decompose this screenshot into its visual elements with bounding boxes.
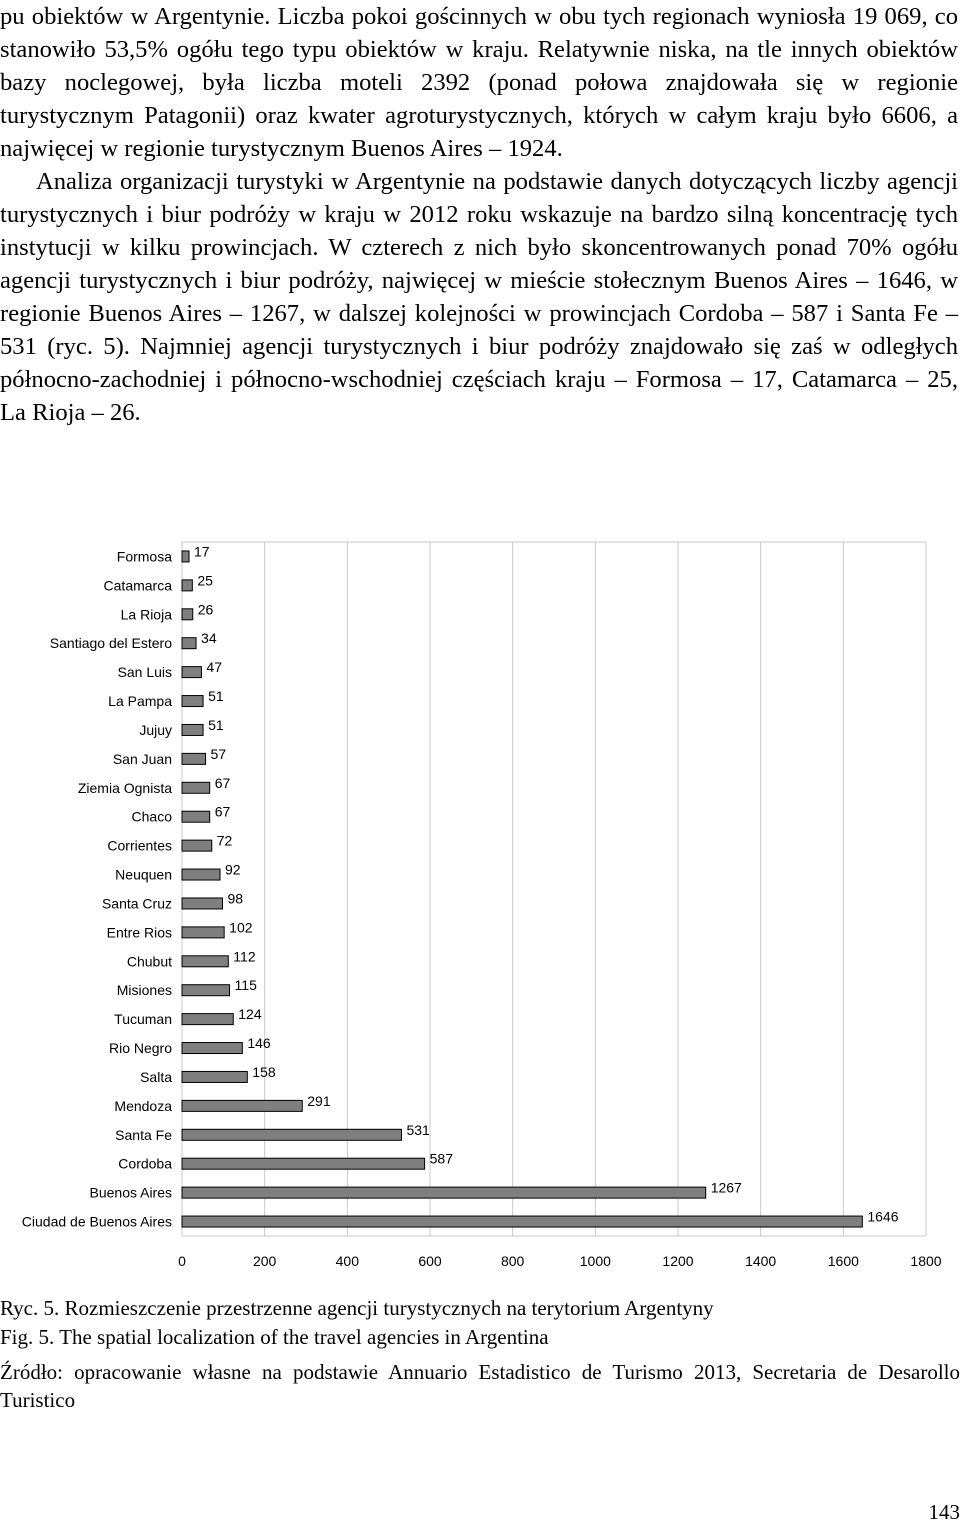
data-label-11: 92 (225, 861, 241, 878)
bar-12 (182, 898, 223, 909)
bar-chart-svg (0, 530, 960, 1290)
data-label-17: 146 (247, 1035, 271, 1052)
figure-caption-en: Fig. 5. The spatial localization of the travel agencies in Argentina (0, 1325, 549, 1349)
bar-16 (182, 1014, 233, 1025)
category-label-1: Catamarca (103, 577, 172, 594)
category-label-7: San Juan (112, 750, 172, 767)
data-label-18: 158 (252, 1063, 276, 1080)
category-label-3: Santiago del Estero (49, 635, 172, 652)
category-label-17: Rio Negro (108, 1040, 172, 1057)
bar-0 (182, 551, 189, 562)
category-label-14: Chubut (126, 953, 172, 970)
bar-2 (182, 609, 193, 620)
bar-5 (182, 696, 203, 707)
bar-11 (182, 869, 220, 880)
category-label-19: Mendoza (114, 1097, 172, 1114)
data-label-16: 124 (238, 1006, 262, 1023)
data-label-8: 67 (214, 774, 231, 791)
category-label-11: Neuquen (115, 866, 172, 883)
data-label-12: 98 (227, 890, 244, 907)
bar-21 (182, 1158, 425, 1169)
data-label-13: 102 (229, 919, 253, 936)
category-label-18: Salta (140, 1068, 172, 1085)
category-label-22: Buenos Aires (89, 1184, 172, 1201)
bar-4 (182, 667, 201, 678)
bar-17 (182, 1043, 242, 1054)
bar-18 (182, 1071, 247, 1082)
x-tick-label-0: 0 (178, 1253, 186, 1269)
category-label-12: Santa Cruz (101, 895, 172, 912)
bar-13 (182, 927, 224, 938)
figure-source: Źródło: opracowanie własne na podstawie Annuario Estadistico de Turismo 2013, Secretaria de Desarollo Turistico (0, 1360, 960, 1412)
data-label-6: 51 (208, 716, 224, 733)
category-label-23: Ciudad de Buenos Aires (21, 1213, 172, 1230)
paragraph-1: pu obiektów w Argentynie. Liczba pokoi gościnnych w obu tych regionach wyniosła 19 069, co stanowiło 53,5% ogółu tego typu obiektów w kraju. Relatywnie niska, na tle innych obiektów bazy noclegowej, była liczba moteli 2392 (ponad połowa znajdowała się w regionie turystycznym Patagonii) oraz kwater agroturystycznych, których w całym kraju było 6606, a najwięcej w regionie turystycznym Buenos Aires – 1924. (0, 3, 958, 162)
x-tick-label-7: 1400 (745, 1253, 777, 1269)
category-label-8: Ziemia Ognista (77, 779, 172, 796)
bar-chart (0, 530, 960, 1290)
bar-23 (182, 1216, 862, 1227)
x-tick-label-4: 800 (500, 1253, 525, 1269)
bar-10 (182, 840, 212, 851)
x-tick-label-8: 1600 (827, 1253, 859, 1269)
bar-7 (182, 753, 206, 764)
x-tick-label-3: 600 (418, 1253, 442, 1269)
x-tick-label-5: 1000 (579, 1253, 611, 1269)
page-number: 143 (928, 1500, 960, 1524)
data-label-3: 34 (201, 630, 217, 647)
bar-3 (182, 638, 196, 649)
category-label-20: Santa Fe (115, 1126, 172, 1143)
data-label-19: 291 (307, 1092, 331, 1109)
body-text (0, 0, 958, 429)
data-label-23: 1646 (867, 1208, 899, 1225)
data-label-15: 115 (234, 977, 257, 994)
bar-20 (182, 1129, 401, 1140)
category-label-6: Jujuy (139, 721, 172, 738)
data-label-14: 112 (233, 948, 256, 965)
x-tick-label-2: 400 (335, 1253, 360, 1269)
category-label-16: Tucuman (114, 1011, 172, 1028)
paragraph-2: Analiza organizacji turystyki w Argentynie na podstawie danych dotyczących liczby agencji turystycznych i biur podróży w kraju w 2012 roku wskazuje na bardzo silną koncentrację tych instytucji w kilku prowincjach. W czterech z nich było skoncentrowanych ponad 70% ogółu agencji turystycznych i biur podróży, najwięcej w mieście stołecznym Buenos Aires – 1646, w regionie Buenos Aires – 1267, w dalszej kolejności w prowincjach Cordoba – 587 i Santa Fe – 531 (ryc. 5). Najmniej agencji turystycznych i biur podróży znajdowało się zaś w odległych północno-zachodniej i północno-wschodniej częściach kraju – Formosa – 17, Catamarca – 25, La Rioja – 26. (0, 168, 958, 426)
bar-15 (182, 985, 230, 996)
category-label-15: Misiones (116, 982, 172, 999)
data-label-1: 25 (197, 572, 213, 589)
figure-caption-pl: Ryc. 5. Rozmieszczenie przestrzenne agencji turystycznych na terytorium Argentyny (0, 1296, 714, 1320)
data-label-5: 51 (208, 688, 224, 705)
bar-14 (182, 956, 228, 967)
data-label-7: 57 (210, 745, 227, 762)
data-label-4: 47 (206, 659, 223, 676)
data-label-21: 587 (429, 1150, 453, 1167)
data-label-20: 531 (406, 1121, 430, 1138)
x-tick-label-9: 1800 (910, 1253, 942, 1269)
category-label-5: La Pampa (108, 693, 172, 710)
bar-9 (182, 811, 210, 822)
category-label-4: San Luis (117, 664, 172, 681)
data-label-9: 67 (214, 803, 231, 820)
x-tick-label-1: 200 (252, 1253, 277, 1269)
bar-22 (182, 1187, 706, 1198)
category-label-10: Corrientes (107, 837, 172, 854)
category-label-21: Cordoba (118, 1155, 172, 1172)
category-label-13: Entre Rios (106, 924, 172, 941)
category-label-0: Formosa (116, 548, 172, 565)
category-label-9: Chaco (131, 808, 172, 825)
data-label-0: 17 (194, 543, 210, 560)
bar-19 (182, 1100, 302, 1111)
bar-8 (182, 782, 210, 793)
data-label-10: 72 (216, 832, 233, 849)
bar-6 (182, 724, 203, 735)
x-tick-label-6: 1200 (662, 1253, 694, 1269)
data-label-22: 1267 (710, 1179, 742, 1196)
category-label-2: La Rioja (120, 606, 172, 623)
data-label-2: 26 (197, 601, 214, 618)
bar-1 (182, 580, 192, 591)
